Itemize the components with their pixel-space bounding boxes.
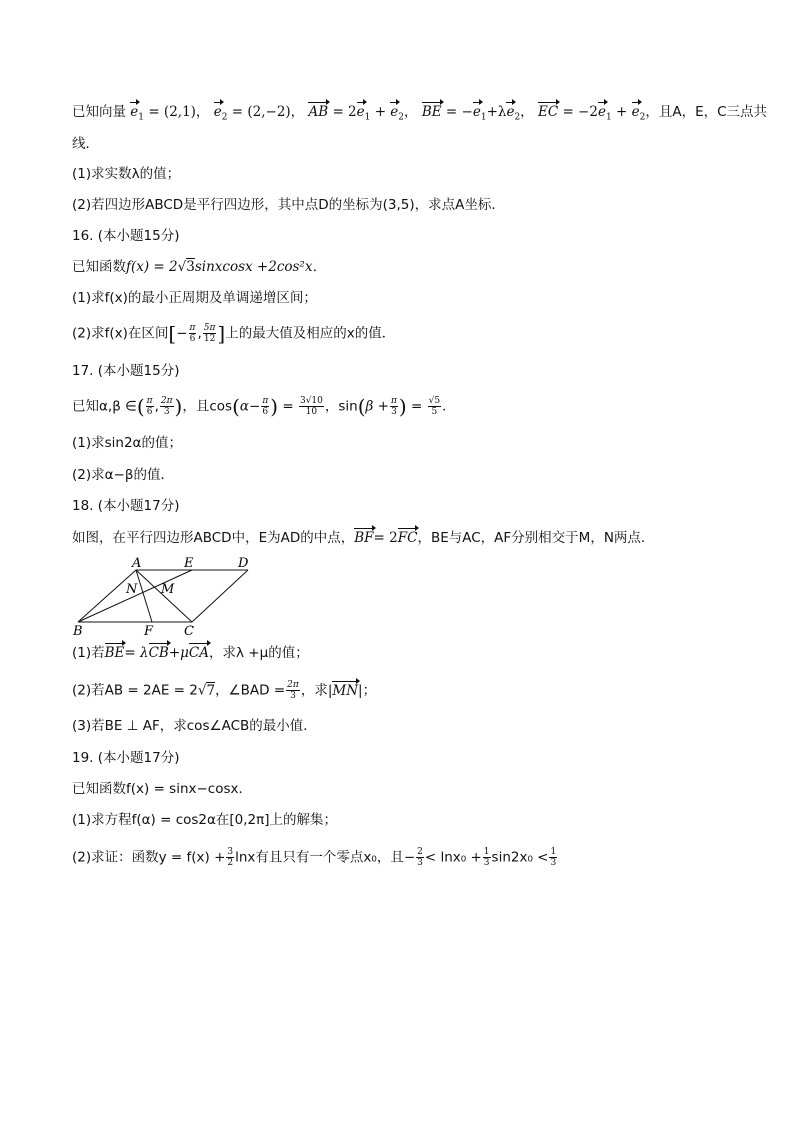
- text: ，求|: [300, 682, 333, 699]
- q16-part1: (1)求f(x)的最小正周期及单调递增区间；: [72, 290, 317, 306]
- math: sinxcosx +2cos²x．: [194, 259, 326, 275]
- text: ，BE与AC，AF分别相交于M，N两点．: [417, 530, 655, 546]
- q17-statement: 已知α,β ∈( $\frac{\pi}{6}$ , $\frac{2\pi}{3}$ )，且cos(α− $\frac{\pi}{6}$ ) = $\frac{3√10}{10}$ ，sin(β + $\frac{\pi}{3}$ ) = $\frac{√5}{5}$ ．: [72, 394, 456, 419]
- q19-header: 19. (本小题17分): [72, 750, 180, 766]
- fraction: $\frac{\pi}{3}$: [390, 396, 397, 417]
- vector-e1: e: [597, 104, 606, 120]
- q19-part1: (1)求方程f(α) = cos2α在[0,2π]上的解集；: [72, 812, 338, 828]
- text: ，∠BAD =: [215, 682, 286, 699]
- text: = 2: [332, 104, 357, 120]
- fraction: $\frac{√5}{5}$: [428, 396, 441, 417]
- vector-cb: CB: [148, 645, 169, 661]
- q15-statement-line1: 已知向量 $e_1 = (2,1)$， $e_2 = (2,-2)$， AB = $2e_1 + e_2$， BE = $-e_1+\lambda e_2$， EC = $-2e_1 + e_2$，且A，E，C三点共: [72, 104, 768, 123]
- q17-part1: (1)求sin2α的值；: [72, 435, 182, 451]
- vector-be: BE: [104, 645, 125, 661]
- text: ，且A，E，C三点共: [645, 104, 768, 120]
- vector-e1: e: [356, 104, 365, 120]
- label-b: B: [73, 624, 83, 636]
- fraction: $\frac{3}{2}$: [227, 847, 234, 868]
- fraction: $\frac{1}{3}$: [550, 847, 557, 868]
- text: < lnx₀ +: [424, 849, 482, 866]
- vector-e2: e: [631, 104, 640, 120]
- text: (2)求证：函数y = f(x) +: [72, 849, 226, 866]
- q15-part2: (2)若四边形ABCD是平行四边形，其中点D的坐标为(3,5)，求点A坐标．: [72, 197, 505, 213]
- math: = λ: [124, 645, 149, 661]
- q18-header: 18. (本小题17分): [72, 498, 180, 514]
- q15-part1: (1)求实数λ的值；: [72, 166, 181, 182]
- text: 上的最大值及相应的x的值．: [225, 325, 396, 342]
- q16-statement: 已知函数f(x) = 2√3sinxcosx +2cos²x．: [72, 259, 326, 275]
- label-c: C: [184, 624, 194, 636]
- label-d: D: [238, 556, 249, 571]
- text: 已知函数: [72, 259, 126, 275]
- math: f(x) = 2: [126, 259, 178, 275]
- vector-bf: BF: [354, 530, 374, 546]
- sqrt-radicand: 7: [206, 682, 216, 699]
- text: |；: [358, 682, 377, 699]
- q19-statement: 已知函数f(x) = sinx−cosx．: [72, 781, 253, 797]
- q18-part2: (2)若AB = 2AE = 2√7，∠BAD = $\frac{2\pi}{3}$ ，求|MN|；: [72, 680, 377, 701]
- vector-e2: e: [390, 104, 399, 120]
- fraction: $\frac{1}{3}$: [483, 847, 490, 868]
- vector-e2: e: [506, 104, 515, 120]
- text: sin2x₀ <: [491, 849, 549, 866]
- vector-e1: e: [130, 104, 139, 120]
- text: (1)若: [72, 645, 105, 661]
- q16-part2: (2)求f(x)在区间[− $\frac{\pi}{6}$ , $\frac{5\pi}{12}$ ]上的最大值及相应的x的值．: [72, 321, 396, 346]
- fraction: $\frac{3√10}{10}$: [299, 396, 323, 417]
- text: (2)求f(x)在区间: [72, 325, 169, 342]
- vector-e2: e: [213, 104, 222, 120]
- parallelogram-figure: [70, 552, 260, 636]
- fraction: $\frac{\pi}{6}$: [262, 396, 269, 417]
- vector-ca: CA: [188, 645, 210, 661]
- text: = (2,−2)，: [231, 104, 305, 120]
- text: 已知α,β ∈: [72, 398, 137, 415]
- text: (2)若AB = 2AE = 2: [72, 682, 198, 699]
- label-n: N: [126, 582, 138, 597]
- text: = 2: [373, 530, 398, 546]
- q17-header: 17. (本小题15分): [72, 363, 180, 379]
- fraction: $\frac{2}{3}$: [417, 847, 423, 868]
- q19-part2: [72, 847, 558, 868]
- vector-ec: EC: [537, 104, 559, 120]
- text: +: [374, 104, 386, 120]
- text: +: [616, 104, 628, 120]
- q18-part3: (3)若BE ⊥ AF，求cos∠ACB的最小值．: [72, 718, 317, 734]
- fraction: $\frac{\pi}{6}$: [189, 323, 196, 344]
- vector-ab: AB: [308, 104, 329, 120]
- label-f: F: [144, 624, 154, 636]
- text: = −: [445, 104, 473, 120]
- text: lnx有且只有一个零点x₀，且−: [235, 849, 416, 866]
- vector-mn: MN: [332, 682, 359, 699]
- text: = (2,1)，: [148, 104, 210, 120]
- text: 如图，在平行四边形ABCD中，E为AD的中点，: [72, 530, 355, 546]
- text: ，求λ +μ的值；: [209, 645, 309, 661]
- math: +μ: [168, 645, 189, 661]
- vector-be: BE: [421, 104, 442, 120]
- text: 已知向量: [72, 104, 126, 120]
- sqrt-radicand: 3: [186, 259, 195, 275]
- fraction: $\frac{5\pi}{12}$: [203, 323, 216, 344]
- text: ，且cos: [182, 398, 233, 415]
- text: ，sin: [324, 398, 358, 415]
- label-a: A: [132, 556, 142, 571]
- text: = −2: [562, 104, 598, 120]
- vector-e1: e: [472, 104, 481, 120]
- fraction: $\frac{\pi}{6}$: [146, 396, 153, 417]
- q18-statement: [72, 529, 654, 547]
- fraction: $\frac{2\pi}{3}$: [287, 680, 299, 701]
- label-m: M: [161, 582, 175, 597]
- fraction: $\frac{2\pi}{3}$: [160, 396, 173, 417]
- label-e: E: [184, 556, 194, 571]
- q15-statement-line2: 线．: [72, 136, 99, 152]
- q16-header: 16. (本小题15分): [72, 228, 180, 244]
- text: +λ: [486, 104, 507, 120]
- q17-part2: (2)求α−β的值．: [72, 467, 174, 483]
- math: α−: [239, 398, 261, 415]
- edge-dc: [192, 570, 248, 622]
- q18-part1: [72, 644, 309, 662]
- math: β +: [365, 398, 389, 415]
- vector-fc: FC: [397, 530, 418, 546]
